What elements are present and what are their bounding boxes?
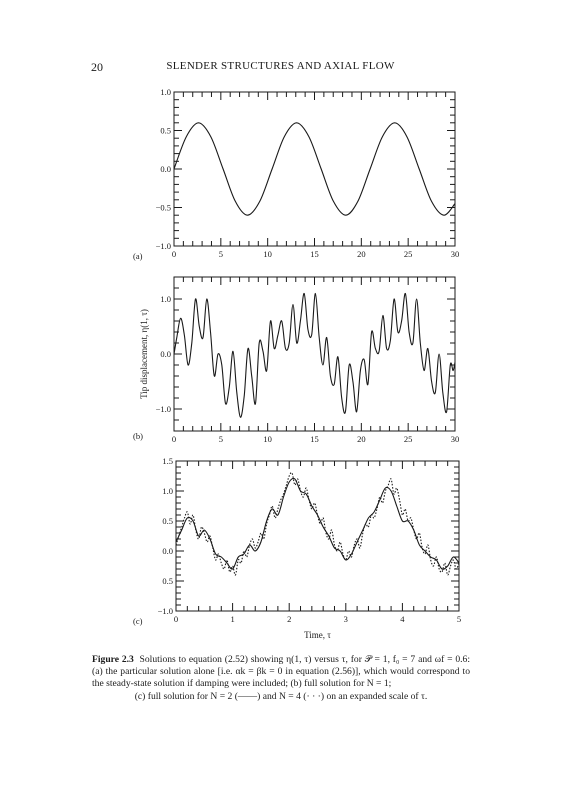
series-line-2 (176, 473, 459, 576)
series-line-1 (174, 123, 455, 215)
y-tick-label: 0.5 (162, 576, 173, 586)
x-tick-label: 25 (403, 434, 413, 444)
x-tick-label: 5 (218, 434, 223, 444)
y-tick-label: 1.0 (160, 294, 171, 304)
y-tick-label: −0.5 (155, 202, 171, 213)
x-tick-label: 30 (450, 249, 460, 259)
chart-panel-b (133, 277, 459, 444)
running-head: SLENDER STRUCTURES AND AXIAL FLOW (166, 60, 395, 72)
page-number: 20 (91, 60, 103, 74)
caption-body: Solutions to equation (2.52) showing η(1, τ) versus τ, for 𝒫 = 1, f₀ = 7 and ωf = 0.6: (a) the particular solution alone [i.e. αk = βk = 0 in equation (2.56)], which would correspond to the steady-state solution if damping were included; (b) full solution for N = 1; (92, 654, 471, 690)
x-tick-label: 5 (218, 249, 223, 259)
x-tick-label: 20 (357, 249, 366, 259)
x-tick-label: 30 (450, 434, 460, 444)
y-tick-label: 0.0 (162, 546, 173, 556)
x-tick-label: 10 (263, 434, 272, 444)
y-axis-label: Tip displacement, η(1, τ) (139, 309, 149, 399)
chart-panel-c (133, 456, 461, 640)
series-line-1 (174, 293, 455, 417)
y-tick-label: 0.5 (160, 125, 171, 136)
y-tick-label: 1.0 (162, 486, 173, 496)
x-tick-label: 15 (310, 434, 319, 444)
x-tick-label: 15 (310, 249, 319, 259)
x-tick-label: 0 (173, 614, 179, 624)
series-line-1 (176, 478, 459, 569)
x-tick-label: 0 (171, 249, 177, 259)
panel-label: (b) (133, 431, 143, 441)
figure-label: Figure 2.3 (92, 654, 134, 665)
x-tick-label: 0 (171, 434, 177, 444)
x-tick-label: 3 (343, 614, 348, 624)
x-tick-label: 4 (400, 614, 405, 624)
plot-frame (174, 92, 455, 246)
y-tick-label: −1.0 (157, 606, 173, 616)
x-tick-label: 25 (403, 249, 413, 259)
panel-label: (a) (133, 251, 143, 261)
x-axis-label: Time, τ (304, 630, 331, 640)
y-tick-label: 1.5 (162, 456, 173, 466)
y-tick-label: 0.0 (160, 349, 171, 359)
x-tick-label: 5 (456, 614, 462, 624)
y-tick-label: 0.5 (162, 516, 173, 526)
chart-panel-a (133, 87, 459, 261)
x-tick-label: 1 (230, 614, 235, 624)
x-tick-label: 10 (263, 249, 272, 259)
y-tick-label: 0.0 (160, 164, 171, 174)
y-tick-label: −1.0 (155, 404, 171, 414)
y-tick-label: −1.0 (155, 241, 171, 251)
y-tick-label: 1.0 (160, 87, 171, 97)
caption-last-line: (c) full solution for N = 2 (——) and N = 4 (· · ·) on an expanded scale of τ. (134, 690, 428, 702)
x-tick-label: 20 (357, 434, 366, 444)
panel-label: (c) (133, 616, 143, 626)
figure-caption (92, 654, 470, 703)
x-tick-label: 2 (287, 614, 292, 624)
